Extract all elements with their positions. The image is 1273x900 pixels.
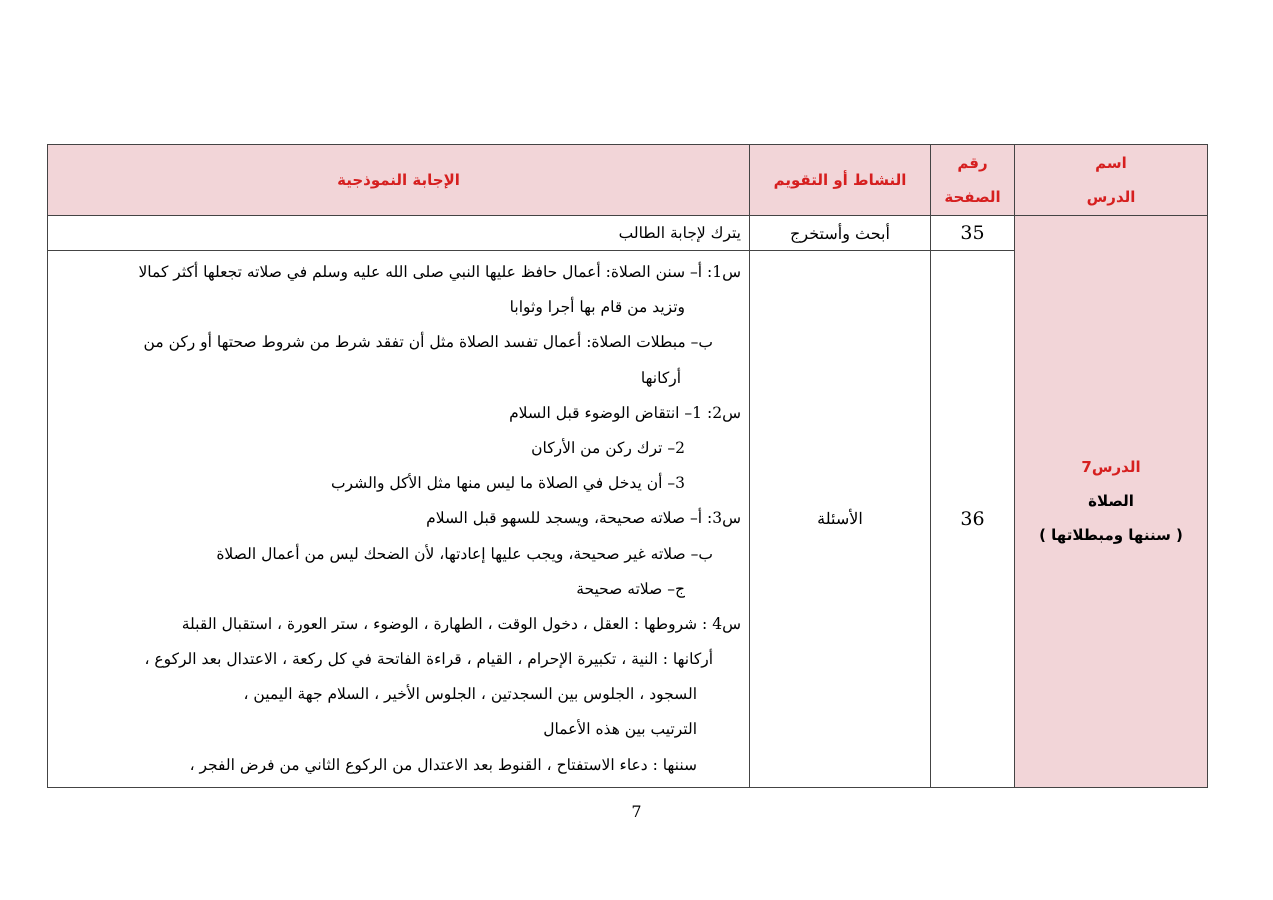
answer-line: 2– ترك ركن من الأركان xyxy=(531,438,685,457)
answer-line: 3– أن يدخل في الصلاة ما ليس منها مثل الأكل والشرب xyxy=(330,474,685,493)
page-number: 7 xyxy=(631,802,642,821)
answer-line: س1: أ– سنن الصلاة: أعمال حافظ عليها النبي صلى الله عليه وسلم في صلاته تجعلها أكثر كمالا xyxy=(138,263,741,281)
page-number-cell: 35 xyxy=(931,216,1015,251)
lesson-subtitle: ( سننها ومبطلاتها ) xyxy=(1039,526,1183,545)
answer-line: سننها : دعاء الاستفتاح ، القنوط بعد الاعتدال من الركوع الثاني من فرض الفجر ، xyxy=(189,755,697,774)
header-page-number: رقم الصفحة xyxy=(931,145,1015,216)
answer-line: س3: أ– صلاته صحيحة، ويسجد للسهو قبل السلام xyxy=(426,509,741,528)
lesson-answers-table xyxy=(47,144,1208,788)
answer-line: ب– صلاته غير صحيحة، ويجب عليها إعادتها، لأن الضحك ليس من أعمال الصلاة xyxy=(216,544,713,563)
answer-lines xyxy=(54,251,741,787)
answer-line: أركانها : النية ، تكبيرة الإحرام ، القيام ، قراءة الفاتحة في كل ركعة ، الاعتدال بعد الركوع ، xyxy=(144,650,713,669)
answer-line: س2: 1– انتقاض الوضوء قبل السلام xyxy=(509,403,741,422)
header-model-answer: الإجابة النموذجية xyxy=(48,145,750,216)
lesson-name-cell xyxy=(1015,216,1208,788)
lesson-number: الدرس7 xyxy=(1081,458,1141,477)
lesson-title: الصلاة xyxy=(1088,492,1134,511)
activity-cell: الأسئلة xyxy=(750,251,931,788)
table-row xyxy=(48,216,1208,251)
answer-line: ج– صلاته صحيحة xyxy=(576,579,685,598)
answer-line: السجود ، الجلوس بين السجدتين ، الجلوس الأخير ، السلام جهة اليمين ، xyxy=(243,685,697,704)
answer-line: أركانها xyxy=(640,368,681,387)
answer-line: س4 : شروطها : العقل ، دخول الوقت ، الطهارة ، الوضوء ، ستر العورة ، استقبال القبلة xyxy=(181,614,741,633)
answer-line: وتزيد من قام بها أجرا وثوابا xyxy=(509,298,685,317)
activity-cell: أبحث وأستخرج xyxy=(750,216,931,251)
answer-line: ب– مبطلات الصلاة: أعمال تفسد الصلاة مثل أن تفقد شرط من شروط صحتها أو ركن من xyxy=(143,333,713,352)
answer-cell xyxy=(48,251,750,788)
table-header-row xyxy=(48,145,1208,216)
header-activity: النشاط أو التقويم xyxy=(750,145,931,216)
header-lesson-name: اسم الدرس xyxy=(1015,145,1208,216)
answer-cell: يترك لإجابة الطالب xyxy=(48,216,750,251)
answer-line: الترتيب بين هذه الأعمال xyxy=(543,720,697,739)
page-number-cell: 36 xyxy=(931,251,1015,788)
